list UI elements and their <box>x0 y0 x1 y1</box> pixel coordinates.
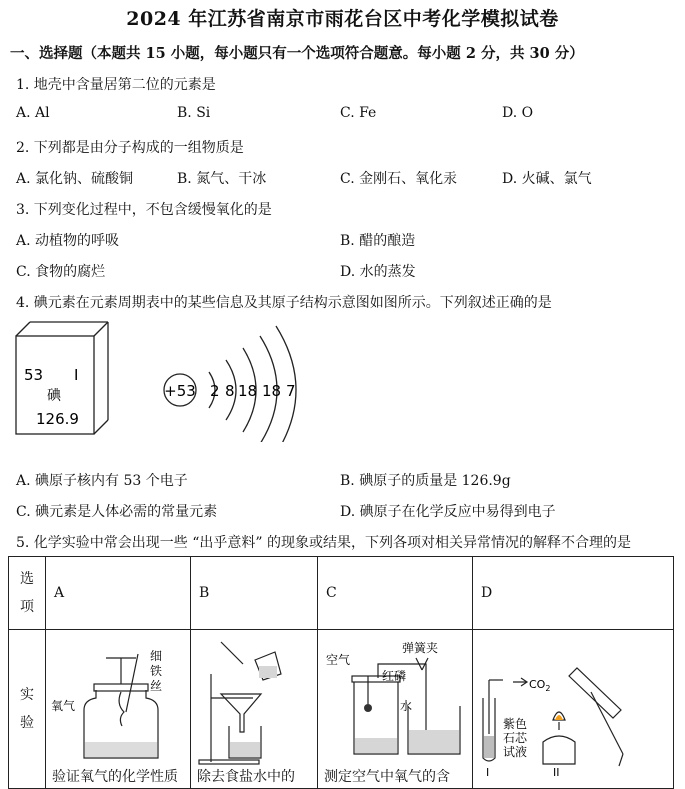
q3-option-d: D. 水的蒸发 <box>340 264 416 280</box>
shell-2-count: 8 <box>225 382 235 400</box>
label-clip: 弹簧夹 <box>402 641 439 655</box>
label-tube-2: II <box>553 766 560 779</box>
q5-table <box>8 556 674 789</box>
table-header-row <box>9 557 674 630</box>
iodine-figure <box>14 320 314 442</box>
label-liquid-1: 紫色 <box>503 717 528 731</box>
header-col-c: C <box>318 557 473 630</box>
nucleus-charge: +53 <box>164 382 196 400</box>
question-2-stem: 2. 下列都是由分子构成的一组物质是 <box>16 140 244 156</box>
experiment-a-figure <box>46 634 176 764</box>
element-mass: 126.9 <box>36 410 79 428</box>
experiment-char-2: 验 <box>20 715 34 731</box>
q1-option-d: D. O <box>502 105 534 121</box>
question-1-stem: 1. 地壳中含量居第二位的元素是 <box>16 77 216 93</box>
caption-a: 验证氧气的化学性质 <box>52 769 178 785</box>
element-symbol: I <box>74 366 79 384</box>
label-liquid-3: 试液 <box>503 745 528 759</box>
label-liquid-2: 石芯 <box>503 731 528 745</box>
q4-option-b: B. 碘原子的质量是 126.9g <box>340 473 511 489</box>
q1-option-a: A. Al <box>16 105 50 121</box>
element-name: 碘 <box>47 388 61 404</box>
header-col-d: D <box>473 557 674 630</box>
label-co2: $CO_2$ <box>529 678 551 693</box>
q3-option-b: B. 醋的酿造 <box>340 233 416 249</box>
phosphorus-dot <box>364 704 372 712</box>
water-in-jar <box>355 738 397 753</box>
experiment-label-cell <box>9 630 46 789</box>
experiment-a-cell <box>46 630 191 789</box>
element-number: 53 <box>24 366 44 384</box>
label-wire-2: 铁 <box>150 664 163 678</box>
table-experiment-row <box>9 630 674 789</box>
litmus-liquid <box>484 736 494 758</box>
q3-option-a: A. 动植物的呼吸 <box>16 233 120 249</box>
water-in-beaker <box>409 730 459 753</box>
caption-b: 除去食盐水中的 <box>197 769 295 785</box>
label-wire-3: 丝 <box>150 679 163 693</box>
experiment-d-cell <box>473 630 674 789</box>
shell-5-count: 7 <box>286 382 296 400</box>
label-air: 空气 <box>326 653 351 667</box>
q2-option-c: C. 金刚石、氧化汞 <box>340 171 458 187</box>
q2-option-d: D. 火碱、氯气 <box>502 171 592 187</box>
question-4-stem: 4. 碘元素在元素周期表中的某些信息及其原子结构示意图如图所示。下列叙述正确的是 <box>16 295 552 311</box>
page-title: 2024 年江苏省南京市雨花台区中考化学模拟试卷 <box>126 8 559 30</box>
q1-option-c: C. Fe <box>340 105 377 121</box>
shell-4-count: 18 <box>262 382 282 400</box>
shell-3-count: 18 <box>238 382 258 400</box>
q1-option-b: B. Si <box>177 105 211 121</box>
q4-option-c: C. 碘元素是人体必需的常量元素 <box>16 504 218 520</box>
question-3-stem: 3. 下列变化过程中，不包含缓慢氧化的是 <box>16 202 272 218</box>
question-5-stem: 5. 化学实验中常会出现一些 “出乎意料” 的现象或结果，下列各项对相关异常情况的解释不合理的是 <box>16 535 632 551</box>
label-phosphorus: 红磷 <box>382 669 407 683</box>
q2-option-b: B. 氮气、干冰 <box>177 171 267 187</box>
caption-c: 测定空气中氧气的含 <box>324 769 450 785</box>
header-option-cell <box>9 557 46 630</box>
filtrate <box>230 742 260 757</box>
flame <box>555 715 563 720</box>
q4-option-d: D. 碘原子在化学反应中易得到电子 <box>340 504 556 520</box>
label-oxygen: 氧气 <box>51 699 76 713</box>
label-wire-1: 细 <box>150 649 163 663</box>
shell-1-count: 2 <box>210 382 220 400</box>
header-option-char-2: 项 <box>20 599 34 615</box>
experiment-b-figure <box>191 634 303 766</box>
header-col-b: B <box>191 557 318 630</box>
section-heading: 一、选择题（本题共 15 小题，每小题只有一个选项符合题意。每小题 2 分，共 30 分） <box>10 45 584 62</box>
q4-option-a: A. 碘原子核内有 53 个电子 <box>16 473 188 489</box>
q3-option-c: C. 食物的腐烂 <box>16 264 106 280</box>
label-water: 水 <box>400 699 413 713</box>
water-layer <box>85 742 157 757</box>
experiment-c-cell <box>318 630 473 789</box>
header-option-char-1: 选 <box>20 571 34 587</box>
label-tube-1: I <box>486 766 490 779</box>
experiment-d-figure <box>473 634 669 784</box>
experiment-c-figure <box>318 634 466 766</box>
experiment-char-1: 实 <box>20 687 34 703</box>
experiment-b-cell <box>191 630 318 789</box>
header-col-a: A <box>46 557 191 630</box>
q2-option-a: A. 氯化钠、硫酸铜 <box>16 171 134 187</box>
beaker-liquid <box>259 666 277 678</box>
